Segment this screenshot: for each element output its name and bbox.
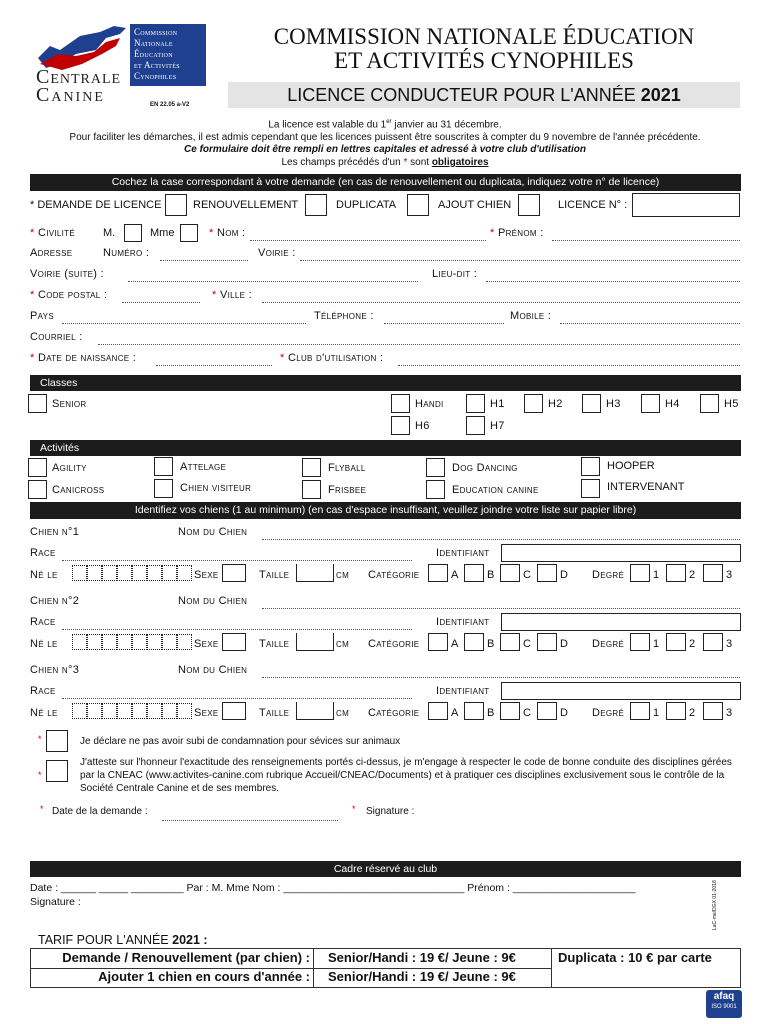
club-line-2: Signature : [30,896,81,908]
nom-label: * Nom : [209,227,246,239]
dog-name-label: Nom du Chien [178,526,248,538]
telephone-field[interactable] [384,323,504,324]
logo-ref: EN 22.05 a-V2 [150,102,190,108]
dog-categorie-option: D [560,569,568,581]
prenom-field[interactable] [552,240,740,241]
intervenant-checkbox[interactable] [581,479,600,498]
declaration-2-checkbox[interactable] [46,760,68,782]
dog-birth-digit[interactable] [102,634,117,650]
logo [30,22,208,108]
hooper-checkbox[interactable] [581,457,600,476]
intro-line-1: La licence est valable du 1er janvier au 31 décembre. [268,119,502,131]
dogs-band [30,502,741,519]
dog-birth-digit[interactable] [102,565,117,581]
dog-categorie-checkbox[interactable] [537,633,557,651]
agility-checkbox[interactable] [28,458,47,477]
h3-label: H3 [606,398,621,410]
dog-categorie-checkbox[interactable] [464,633,484,651]
dog-birth-label: Né le [30,707,58,719]
dog-identifiant-field[interactable] [501,682,741,700]
attelage-checkbox[interactable] [154,457,173,476]
ville-label: * Ville : [212,289,252,301]
dog-degre-option: 1 [653,569,660,581]
agility-label: Agility [52,462,87,474]
h4-label: H4 [665,398,680,410]
dog-identifiant-field[interactable] [501,544,741,562]
dog-birth-digit[interactable] [72,703,87,719]
dog-name-label: Nom du Chien [178,595,248,607]
frisbee-label: Frisbee [328,484,367,496]
courriel-label: Courriel : [30,331,83,343]
dog-degre-label: Degré [592,707,625,719]
dog-birth-label: Né le [30,569,58,581]
dog-birth-digit[interactable] [177,565,192,581]
tarif-r1c2: Senior/Handi : 19 €/ Jeune : 9€ [328,950,516,965]
page-title-line-2: ET ACTIVITÉS CYNOPHILES [334,48,634,73]
dog-categorie-option: D [560,707,568,719]
ajout-chien-checkbox[interactable] [518,194,540,216]
dog-degre-option: 2 [689,569,696,581]
dog-birth-digit[interactable] [162,634,177,650]
dog-categorie-option: B [487,569,495,581]
h3-checkbox[interactable] [582,394,601,413]
afaq-logo-text: afaq [713,991,735,1002]
declaration-2-text: J'atteste sur l'honneur l'exactitude des renseignements portés ci-dessus, je m'engage à respecter le code de bonne conduite des disciplines gérées par la CNEAC (www.activites-canine.com rubrique Accueil/CNEAC/Documents) et à pratiquer ces disciplines exclusivement sous le contrôle de la Société Centrale Canine et de ses membres. [80,757,732,794]
dog-cm-label: cm [336,638,350,650]
dog-birth-digit[interactable] [87,634,102,650]
dog-degre-option: 2 [689,638,696,650]
h2-label: H2 [548,398,563,410]
dog-categorie-checkbox[interactable] [428,633,448,651]
declaration-1-checkbox[interactable] [46,730,68,752]
dog-degre-option: 3 [726,569,733,581]
dog-categorie-checkbox[interactable] [464,702,484,720]
dog-categorie-option: A [451,569,459,581]
voirie-label: Voirie : [258,247,296,259]
dog-categorie-checkbox[interactable] [500,702,520,720]
dog-categorie-checkbox[interactable] [428,702,448,720]
adresse-label: Adresse [30,247,73,259]
logo-brand-1: Centrale [36,66,122,88]
signature-label: Signature : [366,806,415,817]
pays-label: Pays [30,310,54,322]
renouvellement-checkbox[interactable] [305,194,327,216]
intro-line-3: Ce formulaire doit être rempli en lettres capitales et adressé à votre club d'utilisation [184,144,586,156]
lieu-dit-label: Lieu-dit : [432,268,478,280]
dog-categorie-option: C [523,569,531,581]
subtitle-year: 2021 [640,85,681,105]
h2-checkbox[interactable] [524,394,543,413]
licence-no-label: LICENCE N° : [558,199,628,211]
dog-categorie-option: A [451,707,459,719]
dog-birth-digit[interactable] [147,634,162,650]
dog-title: Chien n°3 [30,664,80,676]
logo-org-line: et Activités [134,60,180,70]
dog-categorie-checkbox[interactable] [500,564,520,582]
telephone-label: Téléphone : [314,310,374,322]
voirie-field[interactable] [300,260,740,261]
required-star: * [38,734,42,744]
dog-degre-label: Degré [592,569,625,581]
dog-race-label: Race [30,547,56,559]
dog-sexe-label: Sexe [194,638,219,650]
senior-checkbox[interactable] [28,394,47,413]
dog-degre-checkbox[interactable] [703,564,723,582]
dog-degre-checkbox[interactable] [630,633,650,651]
dog-degre-option: 1 [653,707,660,719]
dog-birth-digit[interactable] [87,565,102,581]
m-label: M. [103,227,116,239]
dog-categorie-option: B [487,707,495,719]
dog-race-field[interactable] [62,698,412,699]
h1-checkbox[interactable] [466,394,485,413]
dog-race-field[interactable] [62,629,412,630]
dog-birth-digit[interactable] [132,634,147,650]
dog-birth-digit[interactable] [102,703,117,719]
demande-checkbox[interactable] [165,194,187,216]
classes-band [30,375,741,391]
frisbee-checkbox[interactable] [302,480,321,499]
courriel-field[interactable] [98,344,740,345]
request-band-text: Cochez la case correspondant à votre demande (en cas de renouvellement ou duplicata, indiquez votre n° de licence) [111,176,660,188]
education-canine-label: Education canine [452,484,539,496]
dogs-band-text: Identifiez vos chiens (1 au minimum) (en cas d'espace insuffisant, veuillez joindre votre liste sur papier libre) [134,504,637,516]
dog-birth-digit[interactable] [147,703,162,719]
dog-name-field[interactable] [262,539,740,540]
dog-categorie-option: D [560,638,568,650]
lieu-dit-field[interactable] [486,281,740,282]
club-field[interactable] [398,365,740,366]
dog-birth-digit[interactable] [72,634,87,650]
intervenant-label: INTERVENANT [607,481,685,493]
activites-band-text: Activités [40,442,80,454]
dog-taille-field[interactable] [296,564,334,582]
dog-birth-digit[interactable] [162,565,177,581]
h5-checkbox[interactable] [700,394,719,413]
intro-line-4: Les champs précédés d'un * sont obligatoires [281,156,489,168]
renouvellement-label: RENOUVELLEMENT [193,199,299,211]
request-band [30,174,741,191]
date-demande-field[interactable] [162,820,338,821]
handi-label: Handi [415,398,444,410]
page-subtitle [228,82,740,108]
canicross-label: Canicross [52,484,105,496]
dog-title: Chien n°2 [30,595,80,607]
dog-degre-checkbox[interactable] [630,564,650,582]
h7-label: H7 [490,420,505,432]
dog-degre-checkbox[interactable] [703,633,723,651]
demande-label: * DEMANDE DE LICENCE [30,199,162,211]
dog-name-field[interactable] [262,608,740,609]
h4-checkbox[interactable] [641,394,660,413]
dog-race-label: Race [30,685,56,697]
ajout-chien-label: AJOUT CHIEN [438,199,512,211]
dog-taille-label: Taille [259,707,290,719]
dog-dancing-checkbox[interactable] [426,458,445,477]
duplicata-label: DUPLICATA [336,199,397,211]
numero-field[interactable] [160,260,248,261]
dog-categorie-label: Catégorie [368,707,420,719]
afaq-logo [706,990,742,1018]
dog-degre-option: 1 [653,638,660,650]
dog-categorie-checkbox[interactable] [428,564,448,582]
subtitle-text: LICENCE CONDUCTEUR POUR L'ANNÉE [287,85,641,105]
side-ref: LaC-me/DGX 01-2018 [712,880,718,930]
date-naissance-field[interactable] [156,365,272,366]
required-star: * [40,804,44,814]
required-star: * [352,804,356,814]
afaq-logo-iso: ISO 9001 [711,1004,737,1010]
licence-no-field[interactable] [632,193,740,217]
voirie-suite-field[interactable] [128,281,418,282]
dog-taille-field[interactable] [296,702,334,720]
dog-birth-label: Né le [30,638,58,650]
dog-identifiant-label: Identifiant [436,547,490,559]
education-canine-checkbox[interactable] [426,480,445,499]
tarif-col-divider [551,949,552,987]
nom-field[interactable] [250,240,486,241]
dog-birth-digit[interactable] [162,703,177,719]
dog-categorie-checkbox[interactable] [464,564,484,582]
dog-degre-checkbox[interactable] [630,702,650,720]
activites-band [30,440,741,456]
dog-degre-checkbox[interactable] [666,702,686,720]
tarif-r1c1: Demande / Renouvellement (par chien) : [62,950,310,965]
dog-categorie-checkbox[interactable] [500,633,520,651]
ville-field[interactable] [262,302,740,303]
h1-label: H1 [490,398,505,410]
dog-categorie-option: C [523,638,531,650]
dog-categorie-checkbox[interactable] [537,702,557,720]
mme-checkbox[interactable] [180,224,198,242]
tarif-r2c1: Ajouter 1 chien en cours d'année : [98,969,310,984]
dog-identifiant-field[interactable] [501,613,741,631]
dog-sexe-label: Sexe [194,707,219,719]
dog-birth-digit[interactable] [132,565,147,581]
dog-identifiant-label: Identifiant [436,616,490,628]
handi-checkbox[interactable] [391,394,410,413]
voirie-suite-label: Voirie (suite) : [30,268,104,280]
numero-label: Numéro : [103,247,150,259]
chien-visiteur-label: Chien visiteur [180,482,252,494]
required-star: * [38,770,42,780]
dog-degre-option: 2 [689,707,696,719]
dog-birth-digit[interactable] [72,565,87,581]
classes-band-text: Classes [40,377,78,389]
dog-degre-checkbox[interactable] [666,564,686,582]
duplicata-checkbox[interactable] [407,194,429,216]
dog-name-field[interactable] [262,677,740,678]
pays-field[interactable] [62,323,306,324]
dog-birth-digit[interactable] [117,703,132,719]
intro-line-2: Pour faciliter les démarches, il est admis cependant que les licences puissent être souscrites à compter du 9 novembre de l'année précédente. [69,131,701,143]
dog-birth-digit[interactable] [117,565,132,581]
dog-dancing-label: Dog Dancing [452,462,518,474]
mobile-field[interactable] [560,323,740,324]
code-postal-field[interactable] [122,302,200,303]
logo-org-line: Commission [134,27,178,37]
prenom-label: * Prénom : [490,227,544,239]
dog-sexe-field[interactable] [222,702,246,720]
civilite-label: * Civilité [30,227,75,239]
club-line-1: Date : ______ _____ _________ Par : M. Mme Nom : _______________________________ Prénom : _____________________ [30,882,636,894]
dog-categorie-label: Catégorie [368,638,420,650]
dog-degre-checkbox[interactable] [703,702,723,720]
dog-birth-digit[interactable] [117,634,132,650]
dog-sexe-field[interactable] [222,633,246,651]
dog-degre-option: 3 [726,707,733,719]
logo-brand-2: Canine [36,84,105,106]
dog-birth-digit[interactable] [147,565,162,581]
mme-label: Mme [150,227,175,239]
dog-taille-label: Taille [259,569,290,581]
tarif-col-divider [313,949,314,987]
attelage-label: Attelage [180,461,227,473]
flyball-label: Flyball [328,462,366,474]
intro [0,116,770,169]
club-label: * Club d'utilisation : [280,352,384,364]
dog-sexe-label: Sexe [194,569,219,581]
h7-checkbox[interactable] [466,416,485,435]
logo-org-line: Nationale [134,38,173,48]
code-postal-label: * Code postal : [30,289,108,301]
h6-label: H6 [415,420,430,432]
logo-org-line: Éducation [134,49,173,59]
club-band [30,861,741,877]
date-demande-label: Date de la demande : [52,806,148,817]
dog-sexe-field[interactable] [222,564,246,582]
dog-categorie-option: B [487,638,495,650]
dog-categorie-label: Catégorie [368,569,420,581]
dog-title: Chien n°1 [30,526,80,538]
chien-visiteur-checkbox[interactable] [154,479,173,498]
dog-birth-digit[interactable] [177,703,192,719]
dog-birth-digit[interactable] [87,703,102,719]
dog-name-label: Nom du Chien [178,664,248,676]
mobile-label: Mobile : [510,310,552,322]
dog-race-field[interactable] [62,560,412,561]
tarif-title: TARIF POUR L'ANNÉE 2021 : [38,933,208,947]
dog-taille-label: Taille [259,638,290,650]
senior-label: Senior [52,398,87,410]
declaration-1-text: Je déclare ne pas avoir subi de condamnation pour sévices sur animaux [80,736,401,747]
h5-label: H5 [724,398,739,410]
dog-categorie-checkbox[interactable] [537,564,557,582]
tarif-r1c3: Duplicata : 10 € par carte [558,950,712,965]
dog-race-label: Race [30,616,56,628]
tarif-r2c2: Senior/Handi : 19 €/ Jeune : 9€ [328,969,516,984]
dog-degre-option: 3 [726,638,733,650]
dog-categorie-option: C [523,707,531,719]
date-naissance-label: * Date de naissance : [30,352,137,364]
dog-cm-label: cm [336,569,350,581]
dog-cm-label: cm [336,707,350,719]
dog-identifiant-label: Identifiant [436,685,490,697]
page-title-line-1: COMMISSION NATIONALE ÉDUCATION [273,24,695,49]
logo-org-line: Cynophiles [134,71,177,81]
logo-org-box [130,24,206,86]
dog-degre-checkbox[interactable] [666,633,686,651]
dog-birth-digit[interactable] [177,634,192,650]
dog-birth-digit[interactable] [132,703,147,719]
canicross-checkbox[interactable] [28,480,47,499]
dog-taille-field[interactable] [296,633,334,651]
dog-categorie-option: A [451,638,459,650]
club-band-text: Cadre réservé au club [333,863,438,875]
hooper-label: HOOPER [607,460,655,472]
m-checkbox[interactable] [124,224,142,242]
h6-checkbox[interactable] [391,416,410,435]
dog-degre-label: Degré [592,638,625,650]
flyball-checkbox[interactable] [302,458,321,477]
